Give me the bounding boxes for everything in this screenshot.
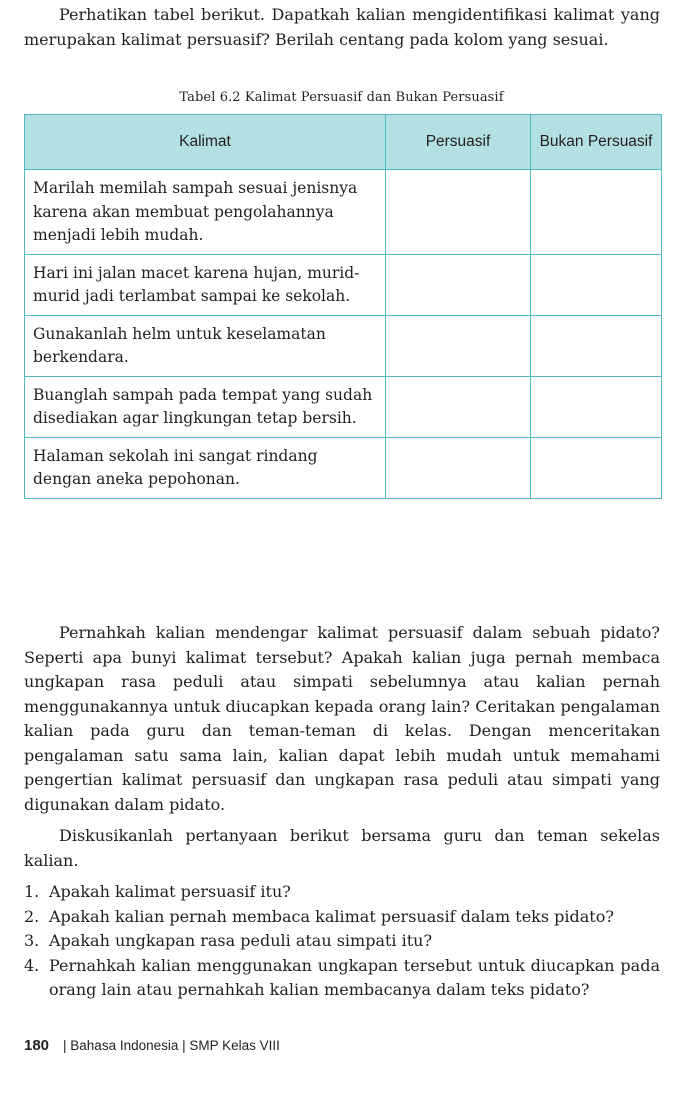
sentence-cell: Buanglah sampah pada tempat yang sudah disediakan agar lingkungan tetap bersih. bbox=[25, 376, 386, 437]
instruction-text: Diskusikanlah pertanyaan berikut bersama guru dan teman sekelas kalian. bbox=[24, 826, 660, 870]
sentence-cell: Gunakanlah helm untuk keselamatan berkendara. bbox=[25, 315, 386, 376]
question-number: 2. bbox=[24, 906, 40, 926]
question-text: Pernahkah kalian menggunakan ungkapan tersebut untuk diucapkan pada orang lain atau pernahkah kalian membacanya dalam teks pidato? bbox=[49, 955, 660, 999]
instruction-paragraph bbox=[24, 824, 660, 873]
discussion-paragraph bbox=[24, 621, 660, 817]
header-persuasif: Persuasif bbox=[386, 115, 531, 170]
persuasif-checkbox-cell[interactable] bbox=[386, 254, 531, 315]
question-number: 3. bbox=[24, 931, 40, 950]
question-text: Apakah kalian pernah membaca kalimat persuasif dalam teks pidato? bbox=[49, 906, 614, 926]
bukan-persuasif-checkbox-cell[interactable] bbox=[531, 170, 662, 255]
list-item bbox=[24, 905, 660, 930]
list-item bbox=[24, 954, 660, 1003]
table-row bbox=[25, 315, 662, 376]
bukan-persuasif-checkbox-cell[interactable] bbox=[531, 254, 662, 315]
header-kalimat: Kalimat bbox=[25, 115, 386, 170]
discussion-text: Pernahkah kalian mendengar kalimat persuasif dalam sebuah pidato? Seperti apa bunyi kalimat tersebut? Apakah kalian juga pernah membaca ungkapan rasa peduli atau simpati sebelumnya atau kalian pernah menggunakannya untuk diucapkan kepada orang lain? Ceritakan pengalaman kalian pada guru dan teman-teman di kelas. Dengan menceritakan pengalaman satu sama lain, kalian dapat lebih mudah untuk memahami pengertian kalimat persuasif dan ungkapan rasa peduli atau simpati yang digunakan dalam pidato. bbox=[24, 623, 660, 814]
bukan-persuasif-checkbox-cell[interactable] bbox=[531, 376, 662, 437]
question-list bbox=[24, 880, 660, 1003]
persuasif-checkbox-cell[interactable] bbox=[386, 376, 531, 437]
table-row bbox=[25, 437, 662, 498]
table-caption: Tabel 6.2 Kalimat Persuasif dan Bukan Persuasif bbox=[179, 90, 504, 105]
question-number: 4. bbox=[24, 955, 40, 975]
sentence-cell: Hari ini jalan macet karena hujan, murid-murid jadi terlambat sampai ke sekolah. bbox=[25, 254, 386, 315]
page-footer bbox=[24, 1037, 280, 1054]
list-item bbox=[24, 929, 660, 954]
table-row bbox=[25, 170, 662, 255]
table-row bbox=[25, 376, 662, 437]
question-text: Apakah ungkapan rasa peduli atau simpati itu? bbox=[49, 931, 433, 950]
sentence-cell: Marilah memilah sampah sesuai jenisnya karena akan membuat pengolahannya menjadi lebih mudah. bbox=[25, 170, 386, 255]
table-row bbox=[25, 254, 662, 315]
header-bukan-persuasif: Bukan Persuasif bbox=[531, 115, 662, 170]
persuasive-sentence-table bbox=[24, 114, 662, 499]
persuasif-checkbox-cell[interactable] bbox=[386, 315, 531, 376]
intro-paragraph bbox=[24, 3, 660, 52]
bukan-persuasif-checkbox-cell[interactable] bbox=[531, 315, 662, 376]
bukan-persuasif-checkbox-cell[interactable] bbox=[531, 437, 662, 498]
list-item bbox=[24, 880, 660, 905]
question-text: Apakah kalimat persuasif itu? bbox=[49, 882, 291, 901]
table-header-row bbox=[25, 115, 662, 170]
intro-text: Perhatikan tabel berikut. Dapatkah kalian mengidentifikasi kalimat yang merupakan kalimat persuasif? Berilah centang pada kolom yang sesuai. bbox=[24, 5, 660, 49]
sentence-cell: Halaman sekolah ini sangat rindang dengan aneka pepohonan. bbox=[25, 437, 386, 498]
book-title: | Bahasa Indonesia | SMP Kelas VIII bbox=[63, 1038, 280, 1053]
page-number: 180 bbox=[24, 1037, 50, 1054]
question-number: 1. bbox=[24, 882, 40, 901]
persuasif-checkbox-cell[interactable] bbox=[386, 437, 531, 498]
persuasif-checkbox-cell[interactable] bbox=[386, 170, 531, 255]
